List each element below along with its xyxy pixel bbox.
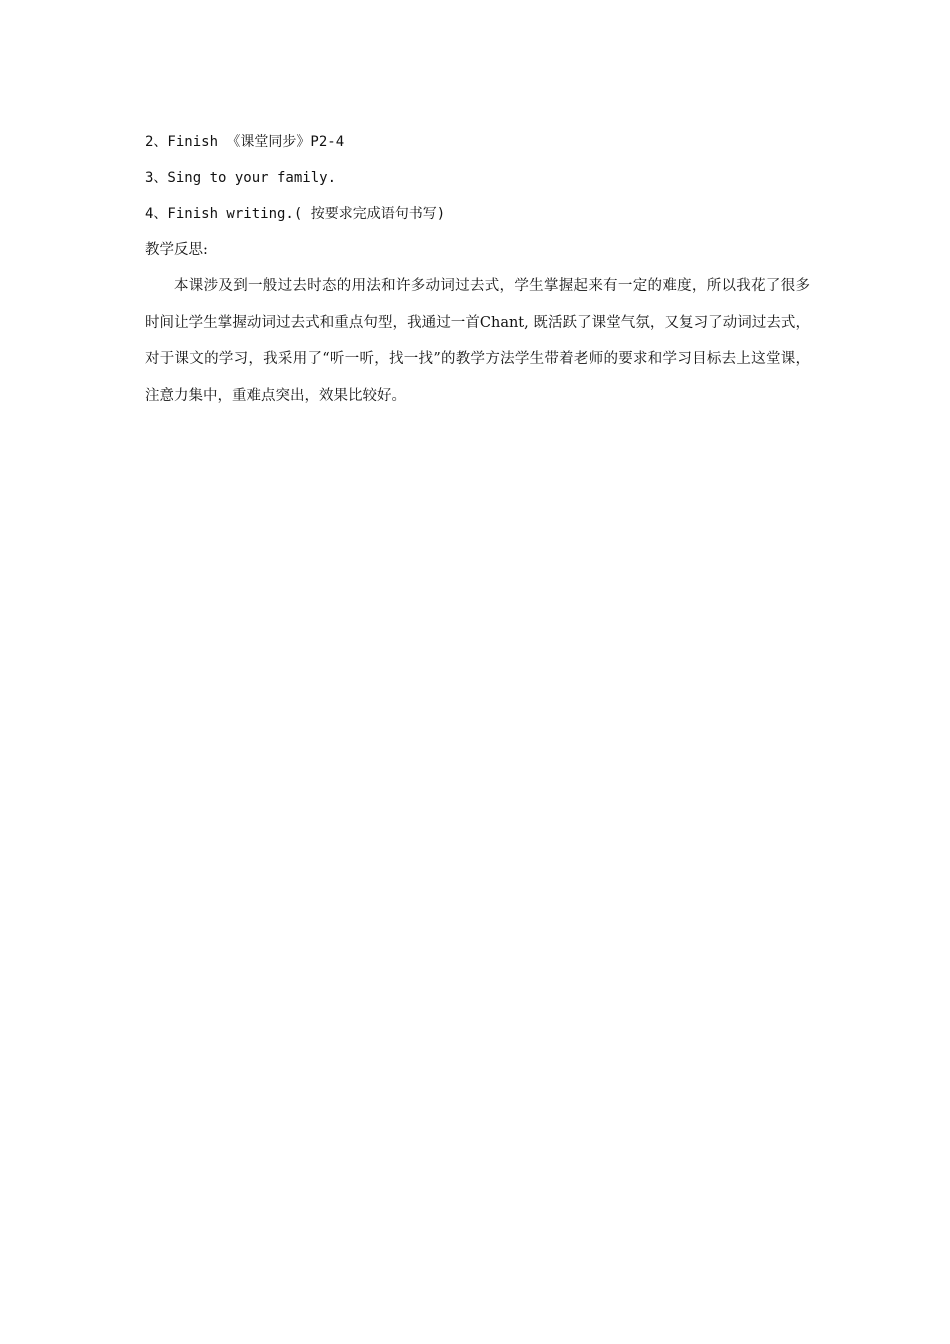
reflection-heading: 教学反思: bbox=[145, 242, 208, 258]
homework-item-3: 3、Sing to your family. bbox=[145, 170, 337, 186]
document-content bbox=[145, 124, 810, 414]
homework-item-2: 2、Finish 《课堂同步》P2-4 bbox=[145, 134, 345, 150]
homework-item-4: 4、Finish writing.( 按要求完成语句书写) bbox=[145, 206, 446, 222]
reflection-paragraph: 本课涉及到一般过去时态的用法和许多动词过去式，学生掌握起来有一定的难度，所以我花了很多时间让学生掌握动词过去式和重点句型，我通过一首Chant, 既活跃了课堂气氛，又复习了动词过去式，对于课文的学习，我采用了“听一听，找一找”的教学方法学生带着老师的要求和学习目标去上这堂课，注意力集中，重难点突出，效果比较好。 bbox=[145, 278, 810, 404]
